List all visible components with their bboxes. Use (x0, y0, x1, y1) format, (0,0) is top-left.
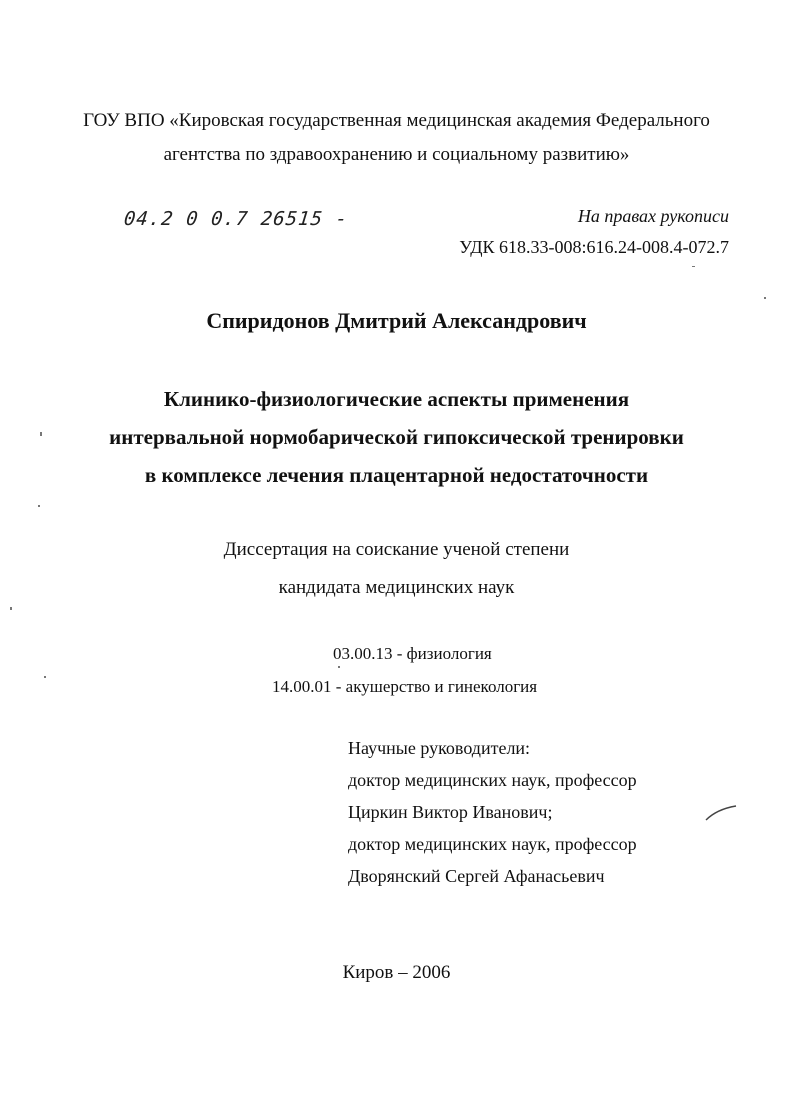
udk-code: УДК 618.33-008:616.24-008.4-072.7 (459, 237, 729, 257)
pen-mark (700, 802, 740, 824)
specialty-obstetrics: 14.00.01 - акушерство и гинекология (272, 677, 538, 696)
scan-speck (692, 266, 695, 267)
supervisor-2-name: Дворянский Сергей Афанасьевич (348, 866, 605, 886)
degree-statement-line-2: кандидата медицинских наук (278, 577, 515, 598)
scan-speck (38, 505, 40, 507)
supervisor-1-degree: доктор медицинских наук, профессор (348, 770, 637, 790)
degree-statement-line-1: Диссертация на соискание ученой степени (223, 539, 570, 560)
dissertation-title-line-1: Клинико-физиологические аспекты применения (163, 387, 630, 411)
city-and-year: Киров – 2006 (342, 962, 451, 983)
scan-speck (40, 432, 42, 436)
supervisor-2-degree: доктор медицинских наук, профессор (348, 834, 637, 854)
dissertation-title-line-2: интервальной нормобарической гипоксической тренировки (109, 425, 684, 449)
institution-header-line-1: ГОУ ВПО «Кировская государственная медицинская академия Федерального (83, 110, 710, 131)
manuscript-rights-note: На правах рукописи (577, 206, 729, 226)
scan-speck (10, 607, 12, 610)
specialty-physiology: 03.00.13 - физиология (333, 644, 492, 663)
author-name: Спиридонов Дмитрий Александрович (206, 308, 587, 333)
supervisors-heading: Научные руководители: (348, 738, 531, 758)
scan-speck (764, 297, 766, 299)
scan-speck (338, 666, 340, 668)
scan-speck (44, 676, 46, 678)
dissertation-title-line-3: в комплексе лечения плацентарной недостаточности (144, 463, 649, 487)
supervisor-1-name: Циркин Виктор Иванович; (348, 802, 553, 822)
registry-stamp-number: 04.2 0 0.7 26515 - (122, 208, 350, 230)
institution-header-line-2: агентства по здравоохранению и социальному развитию» (163, 144, 630, 165)
